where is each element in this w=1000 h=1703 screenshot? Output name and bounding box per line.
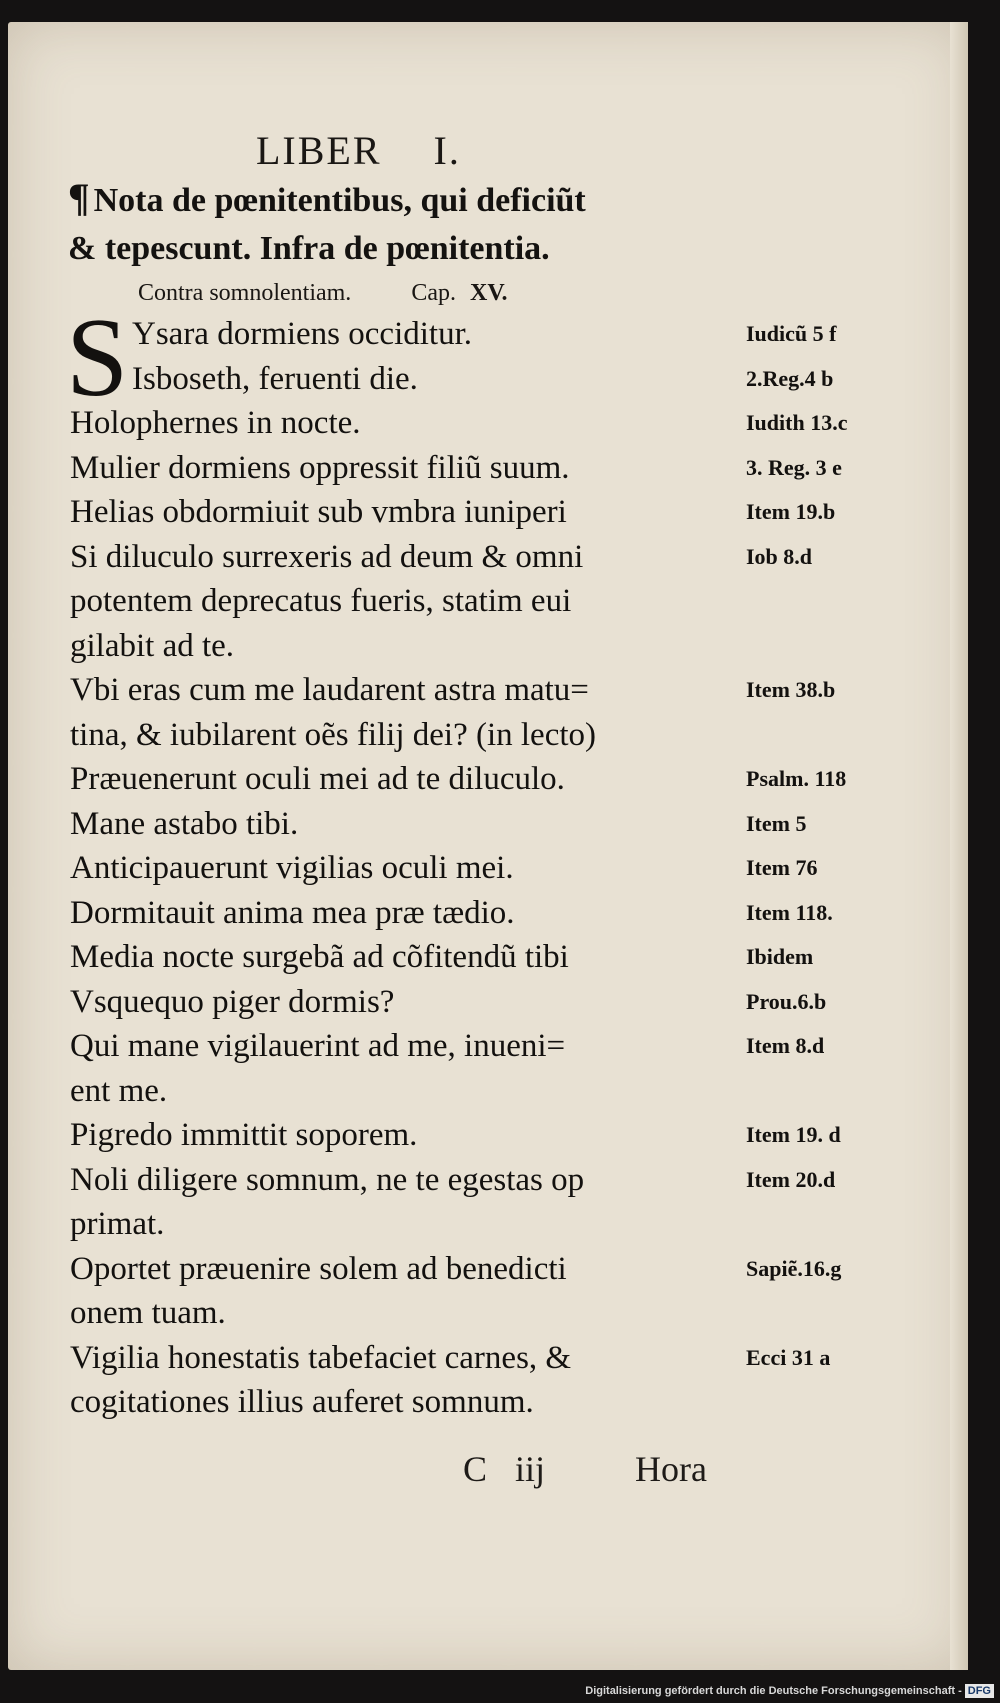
text-line: Oportet præuenire solem ad benedicti xyxy=(70,1250,567,1287)
dfg-logo: DFG xyxy=(965,1684,994,1698)
text-line: Mulier dormiens oppressit filiũ suum. xyxy=(70,449,570,486)
book-page xyxy=(8,22,968,1670)
text-line: Anticipauerunt vigilias oculi mei. xyxy=(70,850,514,886)
text-line: Ysara dormiens occiditur. xyxy=(132,316,472,352)
marginal-ref xyxy=(746,1291,896,1336)
marginal-ref xyxy=(746,1380,896,1425)
text-line: onem tuam. xyxy=(70,1295,226,1331)
signature-number: iij xyxy=(515,1449,546,1489)
text-line: ent me. xyxy=(70,1072,168,1109)
marginal-ref: Iob 8.d xyxy=(746,543,813,569)
marginal-ref: Iudicũ 5 f xyxy=(746,321,837,346)
marginal-ref: 2.Reg.4 b xyxy=(746,365,834,391)
signature-mark: C xyxy=(463,1449,488,1489)
text-line: potentem deprecatus fueris, statim eui xyxy=(70,583,572,619)
marginal-ref: 3. Reg. 3 e xyxy=(746,454,842,480)
running-head-title: LIBER xyxy=(256,128,382,173)
text-line: tina, & iubilarent oẽs filij dei? (in lecto) xyxy=(70,716,597,753)
text-line: Vigilia honestatis tabefaciet carnes, & xyxy=(70,1339,572,1376)
text-line: Pigredo immittit soporem. xyxy=(70,1117,418,1153)
intro-note xyxy=(68,174,768,273)
marginal-ref: Item 19.b xyxy=(746,499,836,524)
credit-text: Digitalisierung gefördert durch die Deutsche Forschungsgemeinschaft - xyxy=(585,1685,962,1697)
text-line: Vsquequo piger dormis? xyxy=(70,983,395,1020)
marginal-ref xyxy=(746,1202,896,1247)
marginal-ref xyxy=(746,1069,896,1114)
pilcrow-icon: ¶ xyxy=(68,175,90,220)
marginal-ref: Sapiẽ.16.g xyxy=(746,1255,842,1281)
chapter-title: Contra somnolentiam. xyxy=(138,280,352,306)
marginal-references xyxy=(746,312,896,1425)
text-line: Dormitauit anima mea præ tædio. xyxy=(70,894,515,931)
intro-line-2: & tepescunt. Infra de pœnitentia. xyxy=(68,230,550,267)
chapter-heading xyxy=(138,280,508,307)
text-line: Si diluculo surrexeris ad deum & omni xyxy=(70,538,584,575)
text-line: Præuenerunt oculi mei ad te diluculo. xyxy=(70,761,565,797)
intro-line-1: ¶ Nota de pœnitentibus, qui deficiũt xyxy=(68,175,586,220)
running-head xyxy=(256,127,461,174)
text-line: Media nocte surgebã ad cõfitendũ tibi xyxy=(70,939,569,975)
text-line: Mane astabo tibi. xyxy=(70,805,299,842)
text-line: Helias obdormiuit sub vmbra iuniperi xyxy=(70,494,567,530)
marginal-ref: Iudith 13.c xyxy=(746,410,848,435)
marginal-ref: Prou.6.b xyxy=(746,988,827,1014)
running-head-number: I. xyxy=(433,128,461,173)
marginal-ref: Item 19. d xyxy=(746,1122,841,1147)
page-edge xyxy=(950,22,968,1670)
text-line: Isboseth, feruenti die. xyxy=(132,360,418,397)
marginal-ref: Item 38.b xyxy=(746,677,836,702)
marginal-ref: Psalm. 118 xyxy=(746,766,847,791)
chapter-number: XV. xyxy=(469,280,508,306)
digitization-credit xyxy=(585,1685,994,1697)
chapter-label: Cap. xyxy=(411,280,456,306)
text-line: Holophernes in nocte. xyxy=(70,405,361,441)
marginal-ref: Item 20.d xyxy=(746,1166,836,1192)
text-line: cogitationes illius auferet somnum. xyxy=(70,1384,534,1420)
marginal-ref: Item 118. xyxy=(746,899,833,925)
marginal-ref: Ecci 31 a xyxy=(746,1344,831,1370)
marginal-ref xyxy=(746,713,896,758)
page-footer xyxy=(463,1448,707,1490)
drop-cap: S xyxy=(66,296,129,420)
marginal-ref xyxy=(746,624,896,669)
text-line: gilabit ad te. xyxy=(70,627,235,664)
marginal-ref: Item 8.d xyxy=(746,1033,825,1058)
text-line: Noli diligere somnum, ne te egestas op xyxy=(70,1161,585,1198)
marginal-ref xyxy=(746,579,896,624)
marginal-ref: Item 76 xyxy=(746,855,818,880)
marginal-ref: Ibidem xyxy=(746,944,814,969)
text-line: primat. xyxy=(70,1206,165,1242)
text-line: Qui mane vigilauerint ad me, inueni= xyxy=(70,1028,566,1064)
body-text xyxy=(66,296,755,1425)
text-line: Vbi eras cum me laudarent astra matu= xyxy=(70,672,589,708)
catchword: Hora xyxy=(635,1449,707,1489)
marginal-ref: Item 5 xyxy=(746,810,807,836)
